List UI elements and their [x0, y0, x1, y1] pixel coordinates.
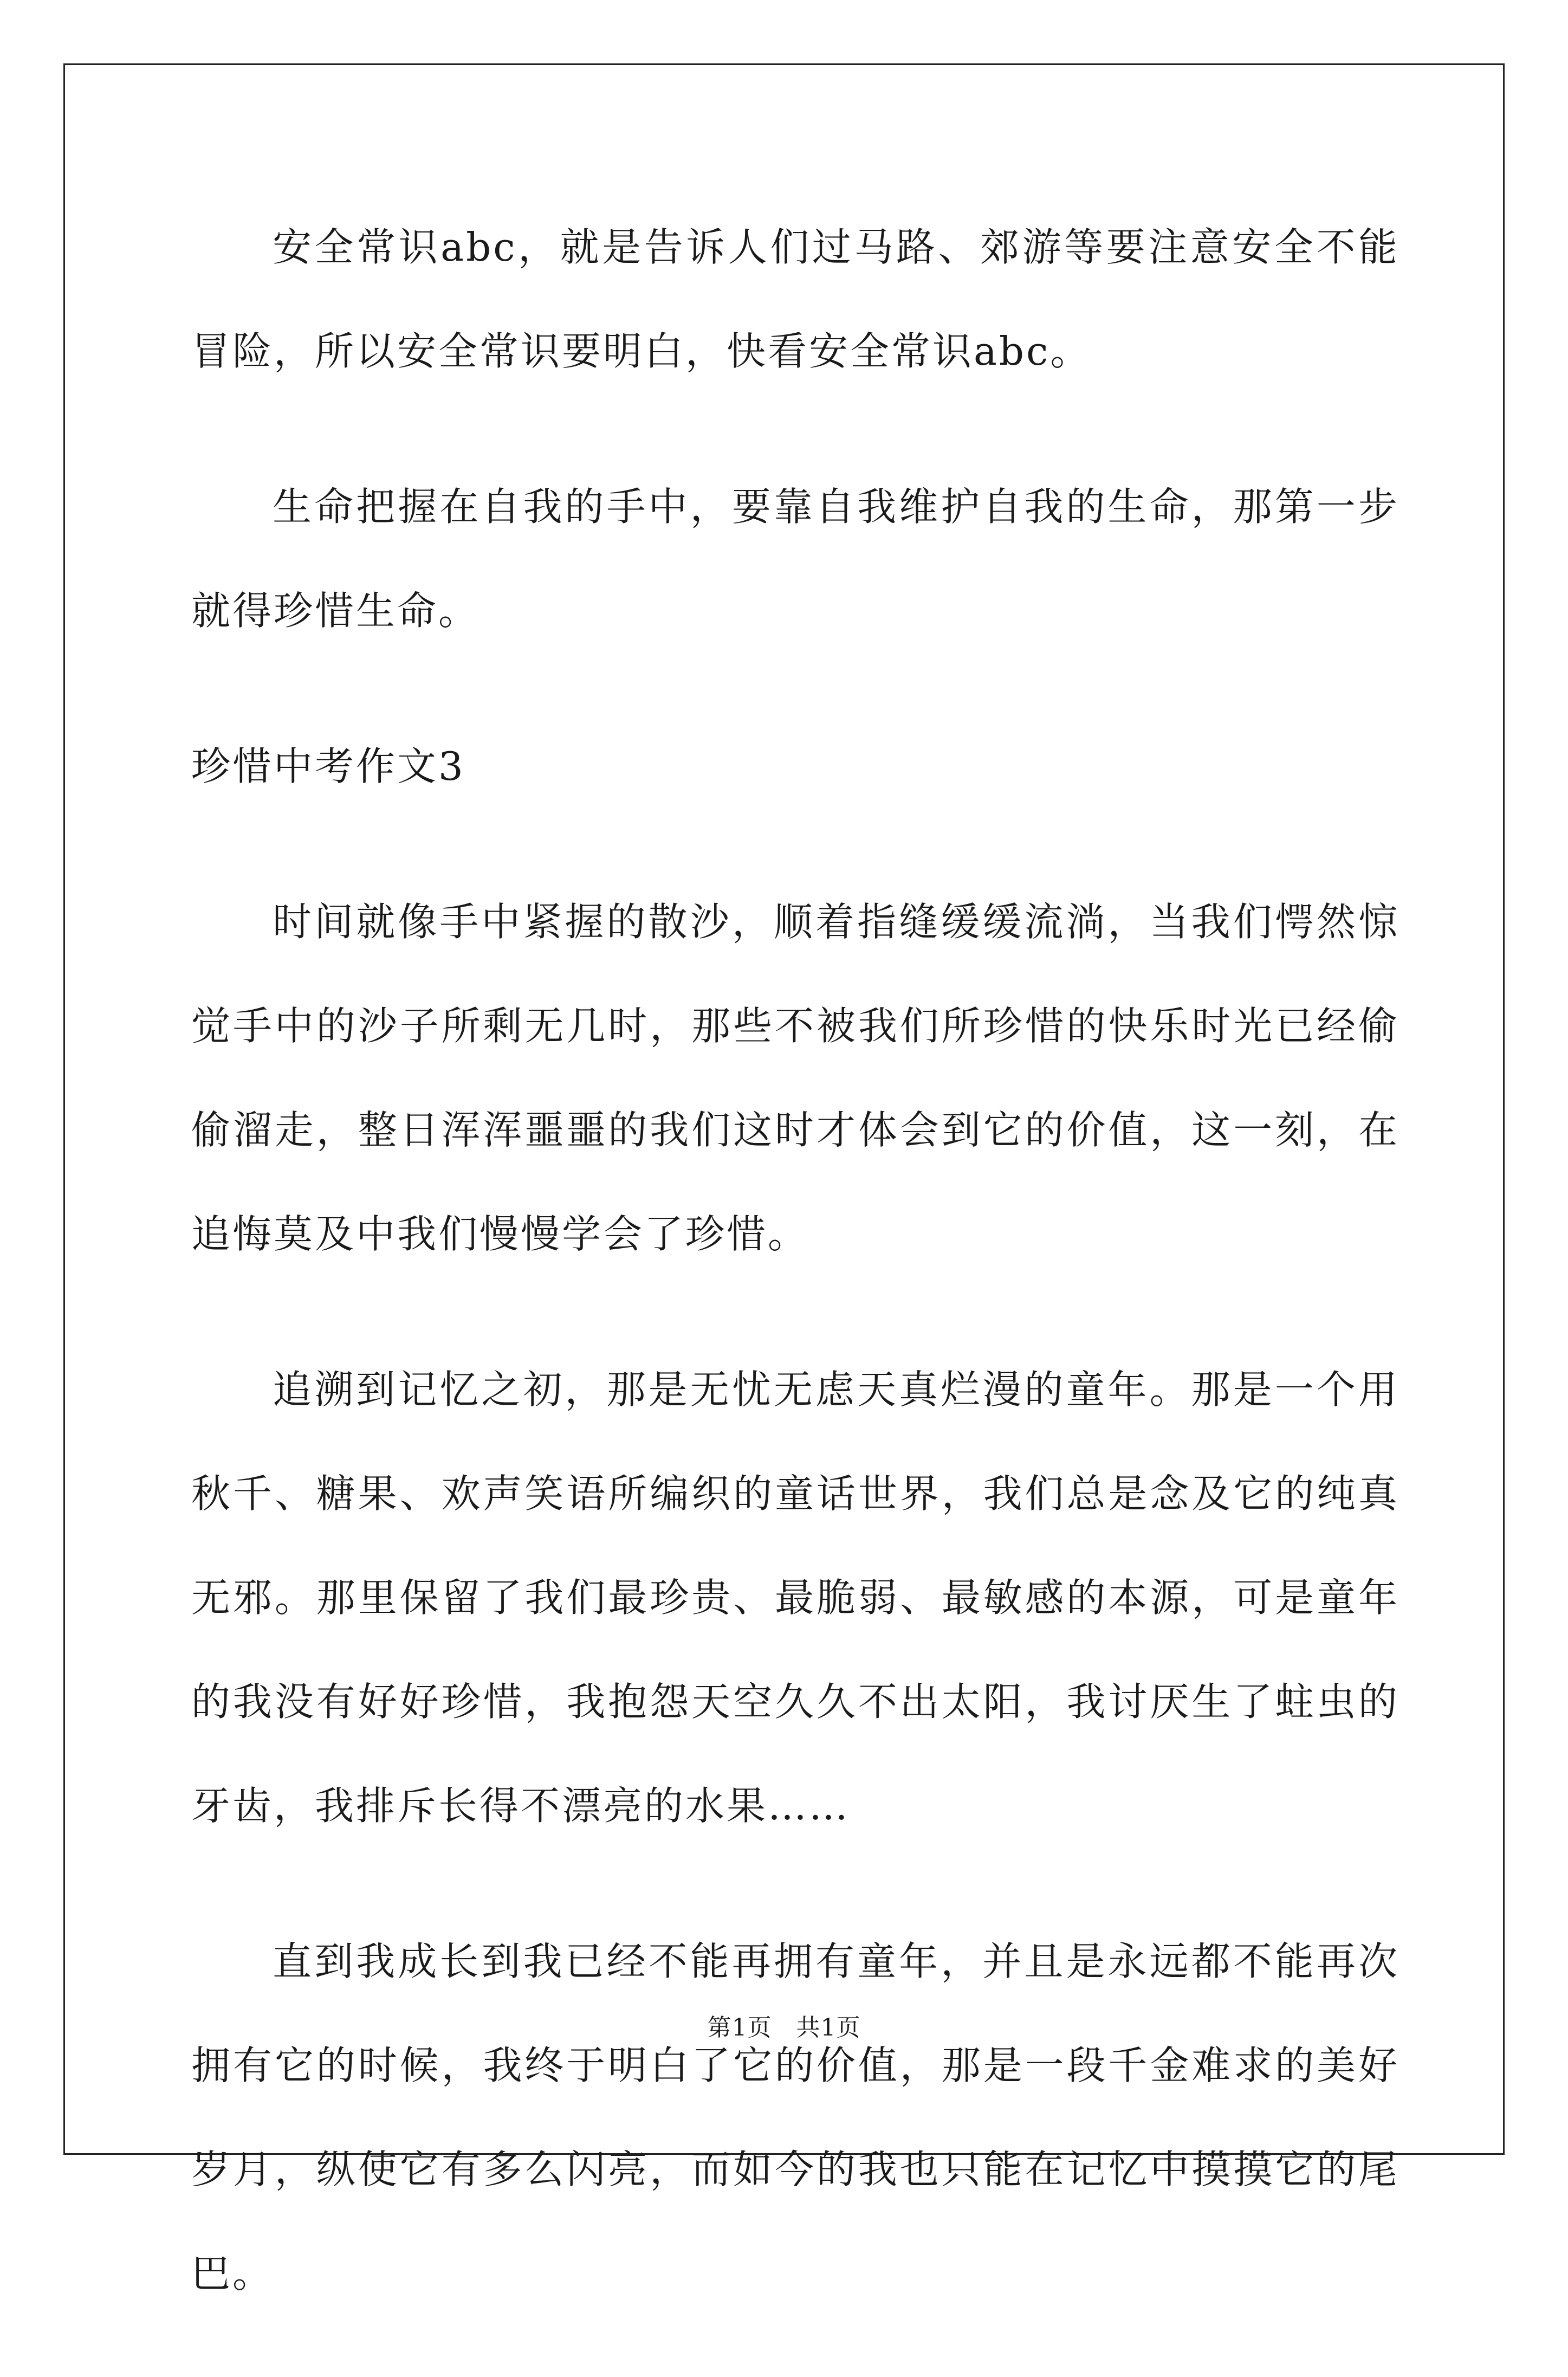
section-heading: 珍惜中考作文3: [191, 744, 465, 789]
page-number-label: 第1页 共1页: [707, 2014, 861, 2042]
document-body: [191, 195, 1399, 2377]
paragraph-4: 追溯到记忆之初，那是无忧无虑天真烂漫的童年。那是一个用秋千、糖果、欢声笑语所编织的童话世界，我们总是念及它的纯真无邪。那里保留了我们最珍贵、最脆弱、最敏感的本源，可是童年的我没有好好珍惜，我抱怨天空久久不出太阳，我讨厌生了蛀虫的牙齿，我排斥长得不漂亮的水果……: [191, 1367, 1399, 1829]
paragraph-3: 时间就像手中紧握的散沙，顺着指缝缓缓流淌，当我们愕然惊觉手中的沙子所剩无几时，那些不被我们所珍惜的快乐时光已经偷偷溜走，整日浑浑噩噩的我们这时才体会到它的价值，这一刻，在追悔莫及中我们慢慢学会了珍惜。: [191, 899, 1399, 1257]
paragraph-5: 直到我成长到我已经不能再拥有童年，并且是永远都不能再次拥有它的时候，我终于明白了它的价值，那是一段千金难求的美好岁月，纵使它有多么闪亮，而如今的我也只能在记忆中摸摸它的尾巴。: [191, 1939, 1399, 2296]
paragraph-2: 生命把握在自我的手中，要靠自我维护自我的生命，那第一步就得珍惜生命。: [191, 484, 1399, 634]
paragraph-1: 安全常识abc，就是告诉人们过马路、郊游等要注意安全不能冒险，所以安全常识要明白，快看安全常识abc。: [191, 224, 1399, 374]
page-footer: [0, 2008, 1568, 2043]
